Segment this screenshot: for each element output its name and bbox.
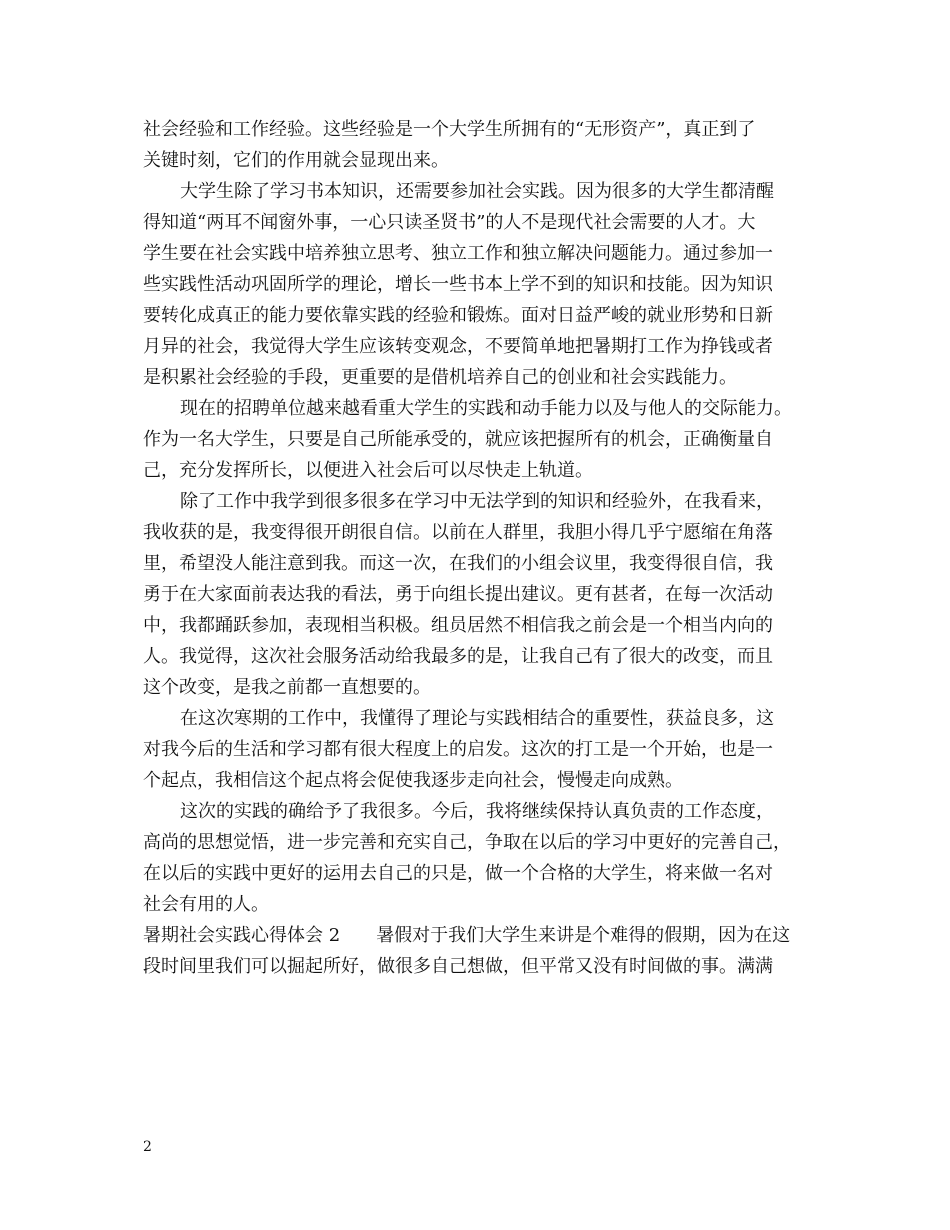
text-line: 学生要在社会实践中培养独立思考、独立工作和独立解决问题能力。通过参加一 <box>143 243 773 264</box>
text-line: 我收获的是，我变得很开朗很自信。以前在人群里，我胆小得几乎宁愿缩在角落 <box>143 522 773 543</box>
text-line: 这次的实践的确给予了我很多。今后，我将继续保持认真负责的工作态度， <box>180 801 774 822</box>
text-line: 高尚的思想觉悟，进一步完善和充实自己，争取在以后的学习中更好的完善自己， <box>143 832 791 853</box>
document-body <box>143 114 823 982</box>
section-heading-line <box>143 920 823 951</box>
text-line: 中，我都踊跃参加，表现相当积极。组员居然不相信我之前会是一个相当内向的 <box>143 615 773 636</box>
text-line: 在以后的实践中更好的运用去自己的只是，做一个合格的大学生，将来做一名对 <box>143 863 773 884</box>
text-line: 社会经验和工作经验。这些经验是一个大学生所拥有的“无形资产”，真正到了 <box>143 119 756 140</box>
text-line: 个起点，我相信这个起点将会促使我逐步走向社会，慢慢走向成熟。 <box>143 770 683 791</box>
text-line: 人。我觉得，这次社会服务活动给我最多的是，让我自己有了很大的改变，而且 <box>143 646 773 667</box>
text-line: 己，充分发挥所长，以便进入社会后可以尽快走上轨道。 <box>143 460 593 481</box>
text-line: 社会有用的人。 <box>143 894 269 915</box>
text-line: 得知道“两耳不闻窗外事，一心只读圣贤书”的人不是现代社会需要的人才。大 <box>143 212 756 233</box>
text-line: 要转化成真正的能力要依靠实践的经验和锻炼。面对日益严峻的就业形势和日新 <box>143 305 773 326</box>
paragraph-lines <box>143 114 823 920</box>
text-line: 勇于在大家面前表达我的看法，勇于向组长提出建议。更有甚者，在每一次活动 <box>143 584 773 605</box>
page-number: 2 <box>143 1139 152 1155</box>
text-line: 里，希望没人能注意到我。而这一次，在我们的小组会议里，我变得很自信，我 <box>143 553 773 574</box>
text-line: 作为一名大学生，只要是自己所能承受的，就应该把握所有的机会，正确衡量自 <box>143 429 773 450</box>
text-line: 些实践性活动巩固所学的理论，增长一些书本上学不到的知识和技能。因为知识 <box>143 274 773 295</box>
text-line: 除了工作中我学到很多很多在学习中无法学到的知识和经验外，在我看来， <box>180 491 774 512</box>
text-line: 关键时刻，它们的作用就会显现出来。 <box>143 150 449 171</box>
section-heading-text: 暑假对于我们大学生来讲是个难得的假期，因为在这 <box>376 925 791 946</box>
text-line: 是积累社会经验的手段，更重要的是借机培养自己的创业和社会实践能力。 <box>143 367 737 388</box>
text-line-final: 段时间里我们可以掘起所好，做很多自己想做，但平常又没有时间做的事。满满 <box>143 956 773 977</box>
text-line: 月异的社会，我觉得大学生应该转变观念，不要简单地把暑期打工作为挣钱或者 <box>143 336 773 357</box>
text-line: 这个改变，是我之前都一直想要的。 <box>143 677 431 698</box>
text-line: 现在的招聘单位越来越看重大学生的实践和动手能力以及与他人的交际能力。 <box>180 398 792 419</box>
text-line: 大学生除了学习书本知识，还需要参加社会实践。因为很多的大学生都清醒 <box>180 181 774 202</box>
text-line: 对我今后的生活和学习都有很大程度上的启发。这次的打工是一个开始，也是一 <box>143 739 773 760</box>
section-title: 暑期社会实践心得体会 2 <box>143 925 341 946</box>
text-line: 在这次寒期的工作中，我懂得了理论与实践相结合的重要性，获益良多，这 <box>180 708 774 729</box>
